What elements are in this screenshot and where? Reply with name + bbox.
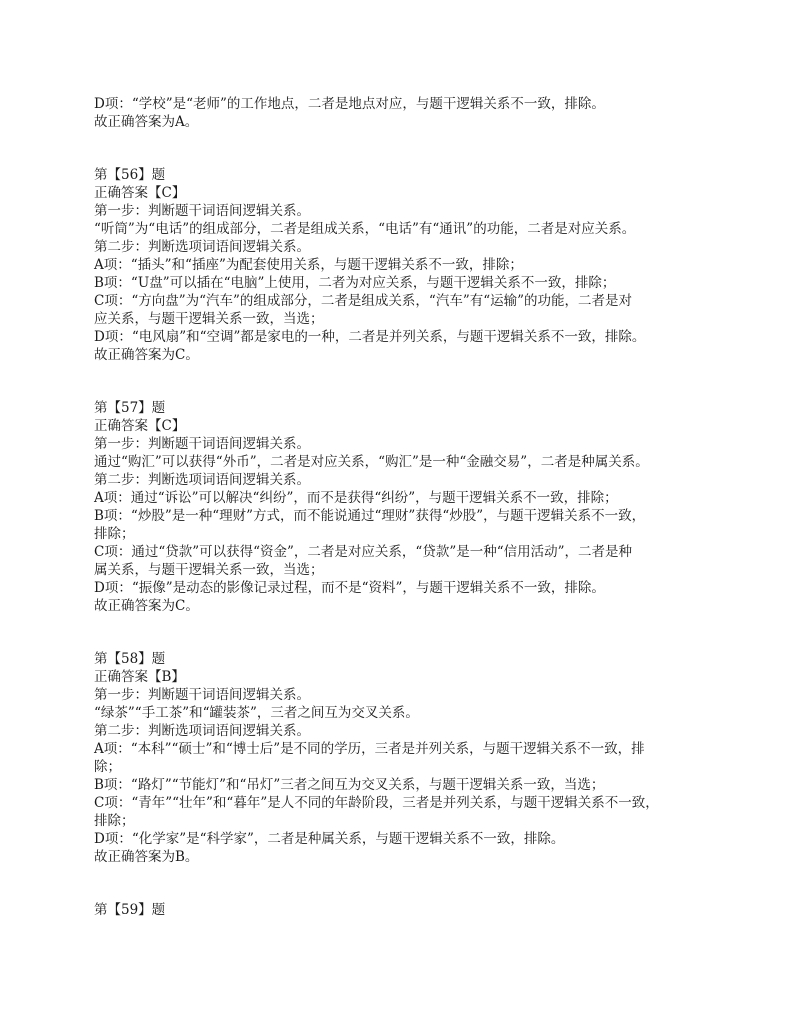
- q58-answer: 正确答案【B】: [94, 669, 185, 685]
- q58-title: 第【58】题: [94, 651, 166, 667]
- q58-step2: 第二步：判断选项词语间逻辑关系。: [94, 723, 310, 739]
- q57-option-c-cont: 属关系，与题干逻辑关系一致，当选；: [94, 562, 324, 578]
- q56-title: 第【56】题: [94, 167, 166, 183]
- q56-option-d: D项：“电风扇”和“空调”都是家电的一种，二者是并列关系，与题干逻辑关系不一致，排除。: [94, 329, 646, 345]
- q56-option-b: B项：“U盘”可以插在“电脑”上使用，二者为对应关系，与题干逻辑关系不一致，排除；: [94, 275, 616, 291]
- q57-conclusion: 故正确答案为C。: [94, 598, 199, 614]
- q56-stem: “听筒”为“电话”的组成部分，二者是组成关系，“电话”有“通讯”的功能，二者是对应关系。: [94, 221, 636, 237]
- q57-option-b-cont: 排除；: [94, 526, 135, 542]
- q57-option-c: C项：通过“贷款”可以获得“资金”，二者是对应关系，“贷款”是一种“信用活动”，二者是种: [94, 544, 633, 560]
- q57-option-b: B项：“炒股”是一种“理财”方式，而不能说通过“理财”获得“炒股”，与题干逻辑关系不一致，: [94, 508, 646, 524]
- q58-option-a-cont: 除；: [94, 759, 121, 775]
- q56-option-a: A项：“插头”和“插座”为配套使用关系，与题干逻辑关系不一致，排除；: [94, 257, 523, 273]
- prev-option-d: D项：“学校”是“老师”的工作地点，二者是地点对应，与题干逻辑关系不一致，排除。: [94, 96, 605, 112]
- q57-option-d: D项：“振像”是动态的影像记录过程，而不是“资料”，与题干逻辑关系不一致，排除。: [94, 580, 605, 596]
- q57-stem: 通过“购汇”可以获得“外币”，二者是对应关系，“购汇”是一种“金融交易”，二者是种属关系。: [94, 454, 649, 470]
- q57-option-a: A项：通过“诉讼”可以解决“纠纷”，而不是获得“纠纷”，与题干逻辑关系不一致，排除；: [94, 490, 618, 506]
- prev-conclusion: 故正确答案为A。: [94, 114, 199, 130]
- q58-conclusion: 故正确答案为B。: [94, 849, 199, 865]
- q59-title: 第【59】题: [94, 902, 166, 918]
- q56-conclusion: 故正确答案为C。: [94, 347, 199, 363]
- q56-option-c: C项：“方向盘”为“汽车”的组成部分，二者是组成关系，“汽车”有“运输”的功能，二者是对: [94, 293, 633, 309]
- q57-step1: 第一步：判断题干词语间逻辑关系。: [94, 436, 310, 452]
- q58-option-a: A项：“本科”“硕士”和“博士后”是不同的学历，三者是并列关系，与题干逻辑关系不一致，排: [94, 741, 645, 757]
- q58-option-c-cont: 排除；: [94, 813, 135, 829]
- q57-answer: 正确答案【C】: [94, 418, 186, 434]
- q57-step2: 第二步：判断选项词语间逻辑关系。: [94, 472, 310, 488]
- q56-answer: 正确答案【C】: [94, 185, 186, 201]
- q58-option-c: C项：“青年”“壮年”和“暮年”是人不同的年龄阶段，三者是并列关系，与题干逻辑关系不一致，: [94, 795, 659, 811]
- q57-title: 第【57】题: [94, 400, 166, 416]
- q58-option-b: B项：“路灯”“节能灯”和“吊灯”三者之间互为交叉关系，与题干逻辑关系一致，当选；: [94, 777, 605, 793]
- q58-stem: “绿茶”“手工茶”和“罐装茶”，三者之间互为交叉关系。: [94, 705, 419, 721]
- q56-step2: 第二步：判断选项词语间逻辑关系。: [94, 239, 310, 255]
- q56-step1: 第一步：判断题干词语间逻辑关系。: [94, 203, 310, 219]
- q58-option-d: D项：“化学家”是“科学家”，二者是种属关系，与题干逻辑关系不一致，排除。: [94, 831, 565, 847]
- q56-option-c-cont: 应关系，与题干逻辑关系一致，当选；: [94, 311, 324, 327]
- q58-step1: 第一步：判断题干词语间逻辑关系。: [94, 687, 310, 703]
